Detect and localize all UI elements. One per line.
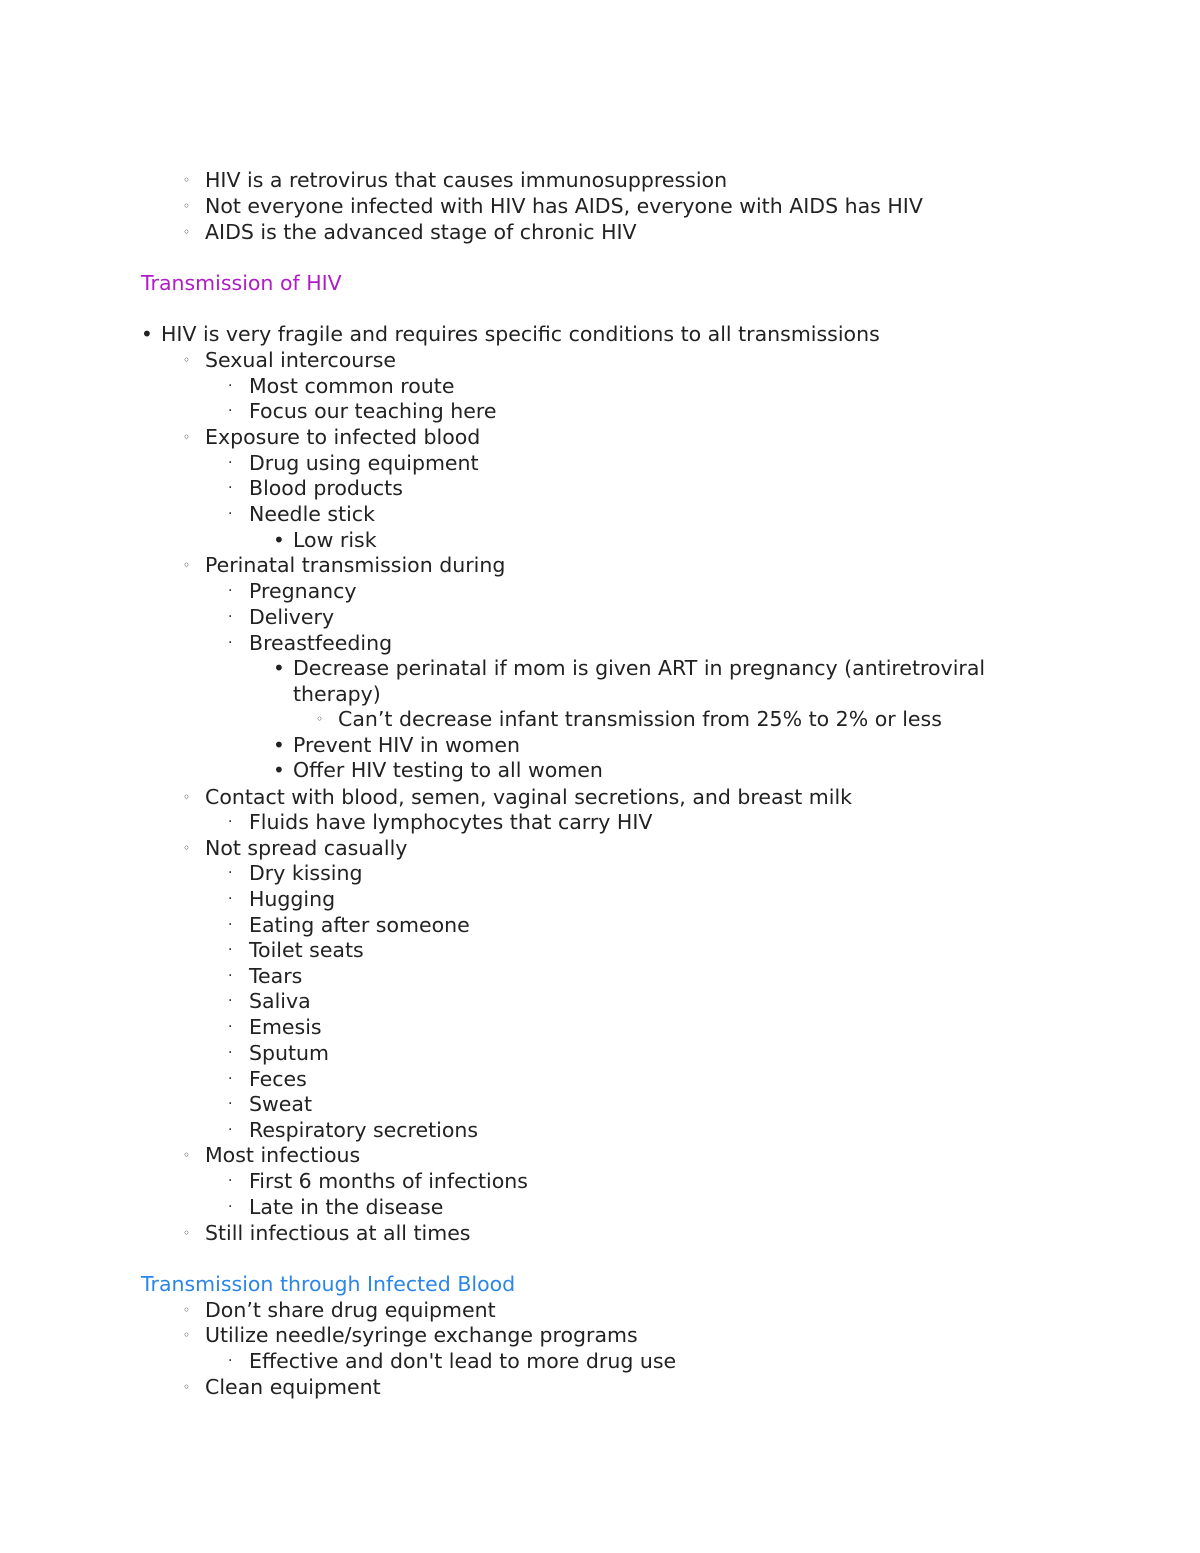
list-item: Still infectious at all times xyxy=(205,1221,471,1245)
list-item: Exposure to infected blood xyxy=(205,425,481,449)
small-bullet-icon: · xyxy=(228,1199,233,1215)
list-item: HIV is a retrovirus that causes immunosuppression xyxy=(205,168,728,192)
circle-bullet-icon: ◦ xyxy=(183,430,191,444)
circle-bullet-icon: ◦ xyxy=(183,225,191,239)
disc-bullet-icon: • xyxy=(141,322,153,346)
list-item: Sexual intercourse xyxy=(205,348,397,372)
section-heading-transmission: Transmission of HIV xyxy=(141,271,342,295)
list-item: Blood products xyxy=(249,476,403,500)
small-bullet-icon: · xyxy=(228,455,233,471)
list-item: Focus our teaching here xyxy=(249,399,497,423)
circle-bullet-icon: ◦ xyxy=(183,1303,191,1317)
list-item: Respiratory secretions xyxy=(249,1118,479,1142)
list-item: Decrease perinatal if mom is given ART in pregnancy (antiretroviral xyxy=(293,656,986,680)
small-bullet-icon: · xyxy=(228,968,233,984)
list-item: Offer HIV testing to all women xyxy=(293,758,603,782)
list-item: HIV is very fragile and requires specific conditions to all transmissions xyxy=(161,322,880,346)
list-item: Can’t decrease infant transmission from 25% to 2% or less xyxy=(338,707,942,731)
small-bullet-icon: · xyxy=(228,1353,233,1369)
list-item: Needle stick xyxy=(249,502,375,526)
list-item: Don’t share drug equipment xyxy=(205,1298,496,1322)
circle-bullet-icon: ◦ xyxy=(183,1380,191,1394)
small-bullet-icon: · xyxy=(228,1096,233,1112)
list-item: Feces xyxy=(249,1067,307,1091)
small-bullet-icon: · xyxy=(228,891,233,907)
small-bullet-icon: · xyxy=(228,506,233,522)
list-item: AIDS is the advanced stage of chronic HIV xyxy=(205,220,637,244)
disc-bullet-icon: • xyxy=(273,656,285,680)
small-bullet-icon: · xyxy=(228,635,233,651)
circle-bullet-icon: ◦ xyxy=(183,1328,191,1342)
list-item: Prevent HIV in women xyxy=(293,733,520,757)
small-bullet-icon: · xyxy=(228,583,233,599)
list-item: Delivery xyxy=(249,605,335,629)
circle-bullet-icon: ◦ xyxy=(183,790,191,804)
list-item: Most infectious xyxy=(205,1143,361,1167)
disc-bullet-icon: • xyxy=(273,528,285,552)
small-bullet-icon: · xyxy=(228,942,233,958)
list-item: Utilize needle/syringe exchange programs xyxy=(205,1323,638,1347)
list-item: Tears xyxy=(249,964,303,988)
small-bullet-icon: · xyxy=(228,993,233,1009)
circle-bullet-icon: ◦ xyxy=(183,353,191,367)
small-bullet-icon: · xyxy=(228,1071,233,1087)
list-item: Emesis xyxy=(249,1015,322,1039)
list-item: Hugging xyxy=(249,887,336,911)
list-item: Eating after someone xyxy=(249,913,470,937)
list-item: Dry kissing xyxy=(249,861,363,885)
circle-bullet-icon: ◦ xyxy=(183,199,191,213)
small-bullet-icon: · xyxy=(228,1045,233,1061)
circle-bullet-icon: ◦ xyxy=(183,558,191,572)
list-item: First 6 months of infections xyxy=(249,1169,528,1193)
circle-bullet-icon: ◦ xyxy=(316,712,324,726)
circle-bullet-icon: ◦ xyxy=(183,1148,191,1162)
list-item: Toilet seats xyxy=(249,938,364,962)
disc-bullet-icon: • xyxy=(273,758,285,782)
list-item: Clean equipment xyxy=(205,1375,381,1399)
small-bullet-icon: · xyxy=(228,1122,233,1138)
list-item: Effective and don't lead to more drug use xyxy=(249,1349,677,1373)
small-bullet-icon: · xyxy=(228,1173,233,1189)
list-item: Low risk xyxy=(293,528,377,552)
list-item: Late in the disease xyxy=(249,1195,444,1219)
list-item: Sweat xyxy=(249,1092,312,1116)
small-bullet-icon: · xyxy=(228,865,233,881)
list-item: Most common route xyxy=(249,374,455,398)
circle-bullet-icon: ◦ xyxy=(183,841,191,855)
list-item: Contact with blood, semen, vaginal secretions, and breast milk xyxy=(205,785,853,809)
list-item: Drug using equipment xyxy=(249,451,479,475)
small-bullet-icon: · xyxy=(228,1019,233,1035)
list-item-continuation: therapy) xyxy=(293,682,381,706)
list-item: Breastfeeding xyxy=(249,631,393,655)
small-bullet-icon: · xyxy=(228,609,233,625)
small-bullet-icon: · xyxy=(228,480,233,496)
small-bullet-icon: · xyxy=(228,403,233,419)
list-item: Not everyone infected with HIV has AIDS, everyone with AIDS has HIV xyxy=(205,194,923,218)
list-item: Pregnancy xyxy=(249,579,357,603)
list-item: Sputum xyxy=(249,1041,330,1065)
list-item: Not spread casually xyxy=(205,836,408,860)
list-item: Perinatal transmission during xyxy=(205,553,506,577)
circle-bullet-icon: ◦ xyxy=(183,1226,191,1240)
list-item: Saliva xyxy=(249,989,311,1013)
small-bullet-icon: · xyxy=(228,814,233,830)
disc-bullet-icon: • xyxy=(273,733,285,757)
list-item: Fluids have lymphocytes that carry HIV xyxy=(249,810,653,834)
small-bullet-icon: · xyxy=(228,917,233,933)
section-heading-infected-blood: Transmission through Infected Blood xyxy=(141,1272,516,1296)
small-bullet-icon: · xyxy=(228,378,233,394)
circle-bullet-icon: ◦ xyxy=(183,173,191,187)
